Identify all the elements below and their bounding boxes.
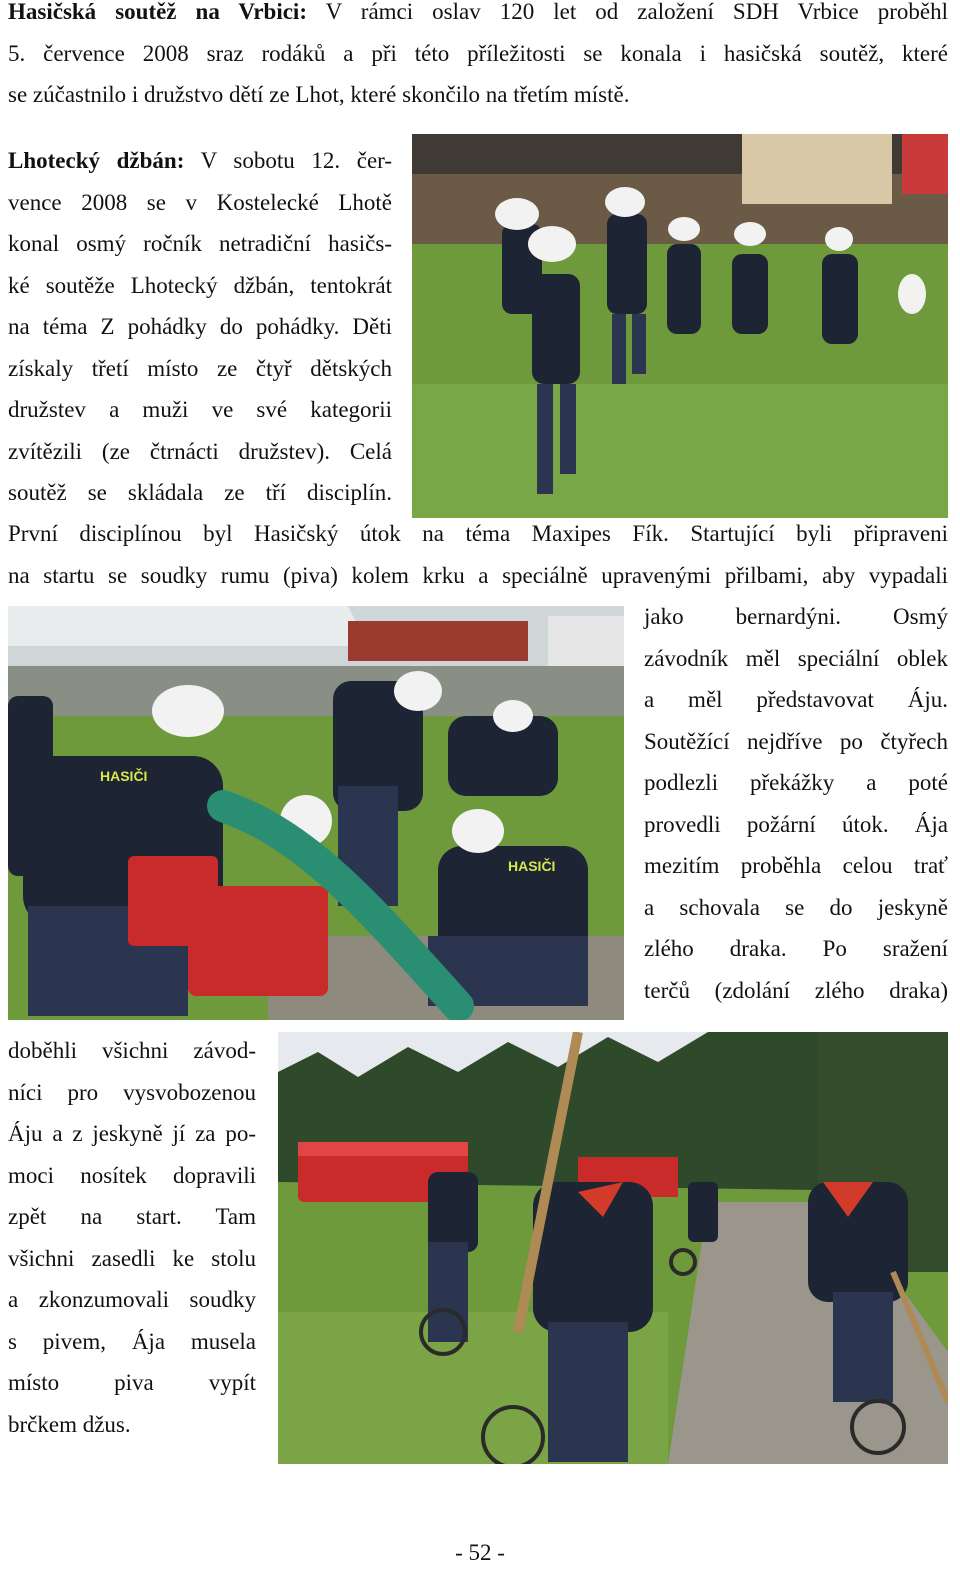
paragraph-doberhli: doběhli všichni závod- níci pro vysvobozenou Áju a z jeskyně jí za po- moci nosítek dopravili zpět na start. Tam všichni zasedli ke stolu a zkonzumovali soudky s pivem, Ája musela místo piva vypít brčkem džus. [8, 1038, 256, 1437]
photo-firefighters-hose [8, 606, 624, 1020]
photo-children-running [412, 134, 948, 518]
photo-bicycle-race-image [278, 1032, 948, 1464]
heading-lhotecky-dzban: Lhotecký džbán: [8, 148, 185, 173]
photo-children-running-image [412, 134, 948, 518]
paragraph-lhotecky-dzban: Lhotecký džbán: V sobotu 12. čer- vence 2008 se v Kostelecké Lhotě konal osmý ročník netradiční hasičs- ké soutěže Lhotecký džbán, tentokrát na téma Z pohádky do pohádky. Děti získaly třetí místo ze čtyř dětských družstev a muži ve své kategorii zvítězili (ze čtrnácti družstev). Celá soutěž se skládala ze tří disciplín. [8, 148, 393, 505]
paragraph-prvni-disciplina: První disciplínou byl Hasičský útok na téma Maxipes Fík. Startující byli připraveni na startu se soudky rumu (piva) kolem krku a speciálně upravenými přilbami, aby vypadali [8, 521, 948, 588]
heading-vrbici: Hasičská soutěž na Vrbici: [8, 0, 307, 24]
shirt-text-1: HASIČI [100, 768, 148, 784]
shirt-text-2: HASIČI [508, 858, 556, 874]
page-number: - 52 - [455, 1540, 505, 1565]
paragraph-vrbici: Hasičská soutěž na Vrbici: V rámci oslav 120 let od založení SDH Vrbice proběhl 5. července 2008 sraz rodáků a při této příležitosti se konala i hasičská soutěž, které se zúčastnilo i družstvo dětí ze Lhot, které skončilo na třetím místě. [8, 0, 948, 107]
photo-bicycle-race [278, 1032, 948, 1464]
photo-firefighters-hose-image [8, 606, 624, 1020]
paragraph-bernardyni: jako bernardýni. Osmý závodník měl speciální oblek a měl představovat Áju. Soutěžící nejdříve po čtyřech podlezli překážky a poté provedli požární útok. Ája mezitím proběhla celou trať a schovala se do jeskyně zlého draka. Po sražení terčů (zdolání zlého draka) [644, 604, 948, 1003]
